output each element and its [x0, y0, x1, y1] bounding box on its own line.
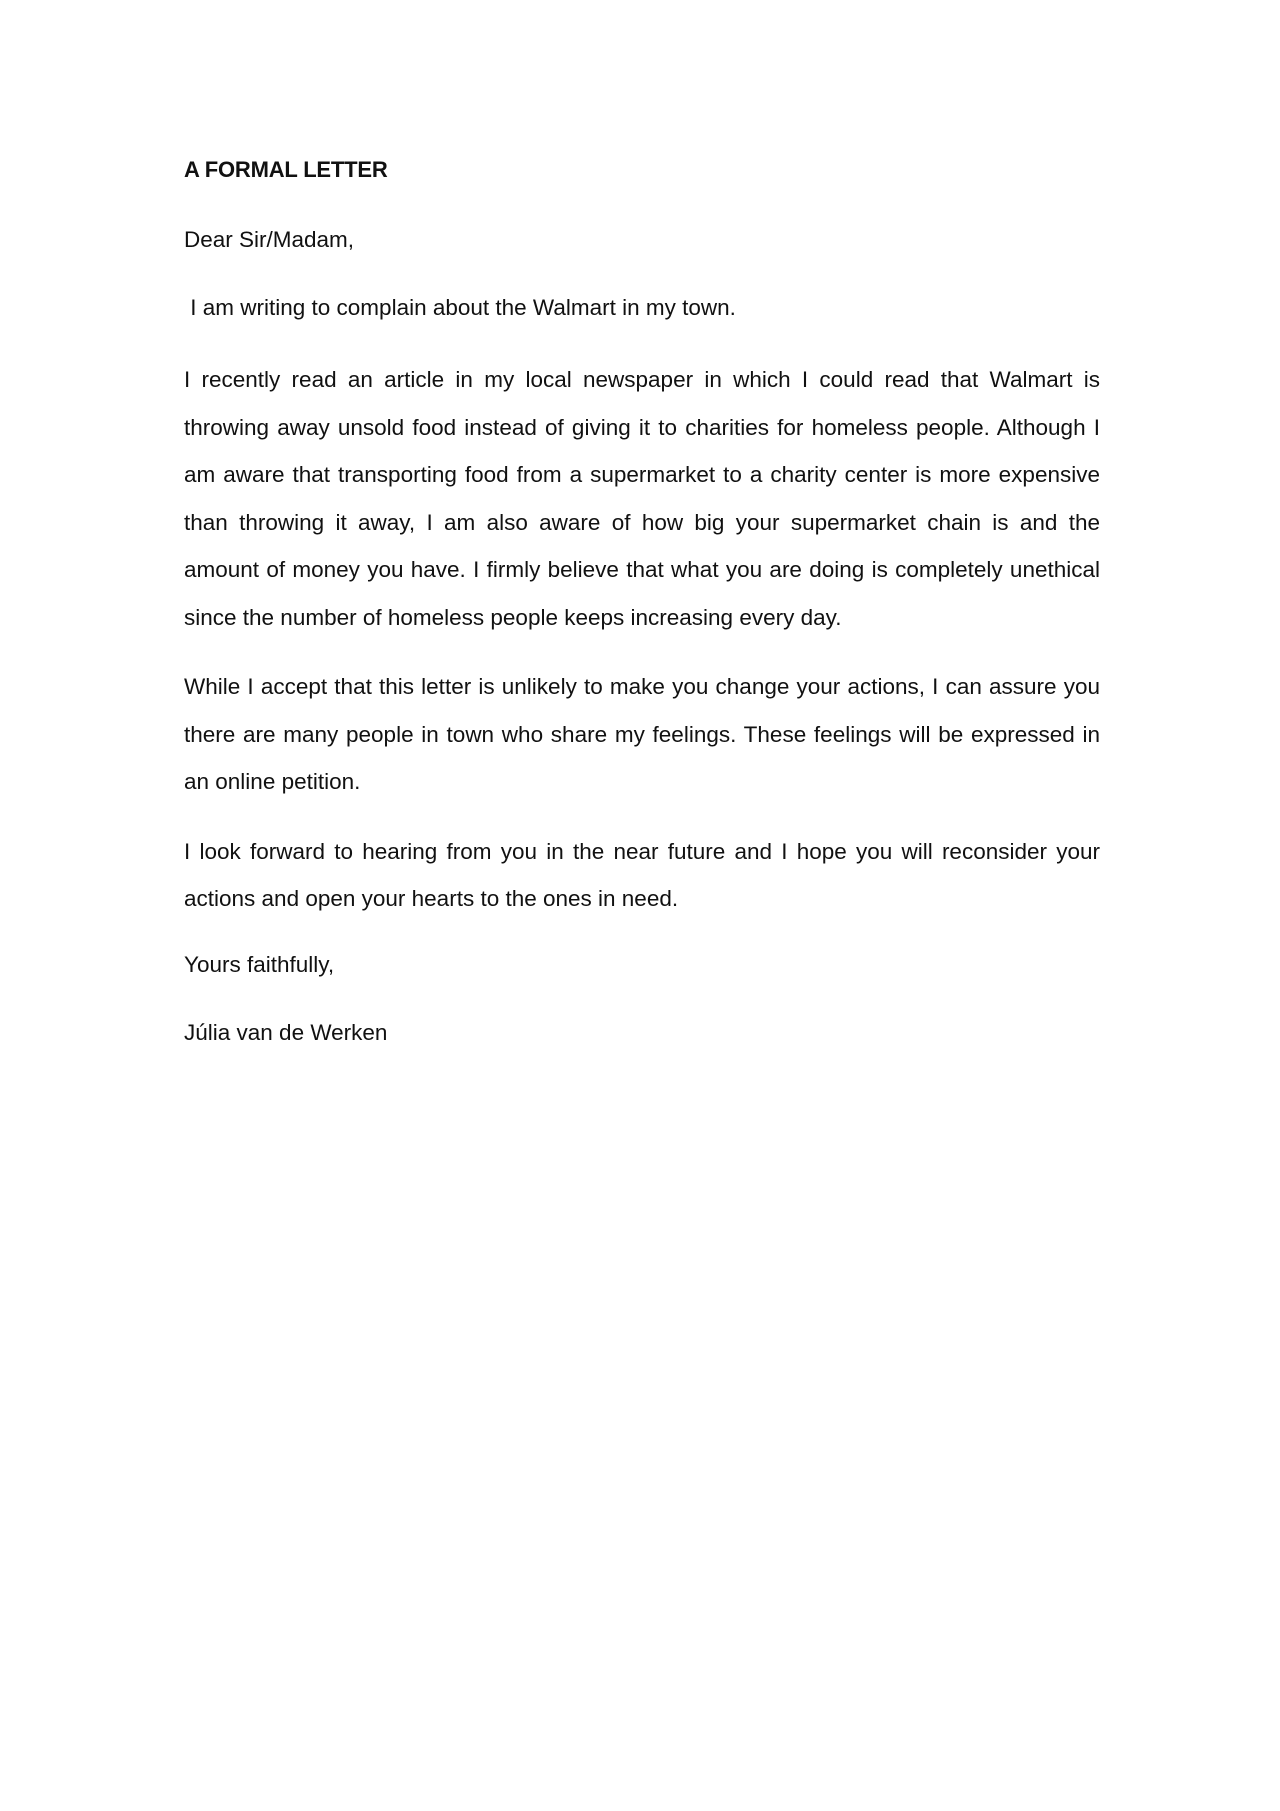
letter-paragraph-2: While I accept that this letter is unlikely to make you change your actions, I can assure you there are many people in town who share my feelings. These feelings will be expressed in an online petition.	[184, 674, 1100, 794]
letter-paragraph-1: I recently read an article in my local newspaper in which I could read that Walmart is throwing away unsold food instead of giving it to charities for homeless people. Although I am aware that transporting food from a supermarket to a charity center is more expensive than throwing it away, I am also aware of how big your supermarket chain is and the amount of money you have. I firmly believe that what you are doing is completely unethical since the number of homeless people keeps increasing every day.	[184, 367, 1100, 630]
letter-intro: I am writing to complain about the Walmart in my town.	[184, 295, 736, 320]
letter-signature: Júlia van de Werken	[184, 1019, 388, 1045]
letter-body	[184, 150, 1100, 1081]
letter-paragraph-3: I look forward to hearing from you in the near future and I hope you will reconsider your actions and open your hearts to the ones in need.	[184, 838, 1100, 911]
letter-salutation: Dear Sir/Madam,	[184, 227, 355, 252]
letter-closing: Yours faithfully,	[184, 951, 335, 977]
letter-heading: A FORMAL LETTER	[184, 157, 388, 182]
